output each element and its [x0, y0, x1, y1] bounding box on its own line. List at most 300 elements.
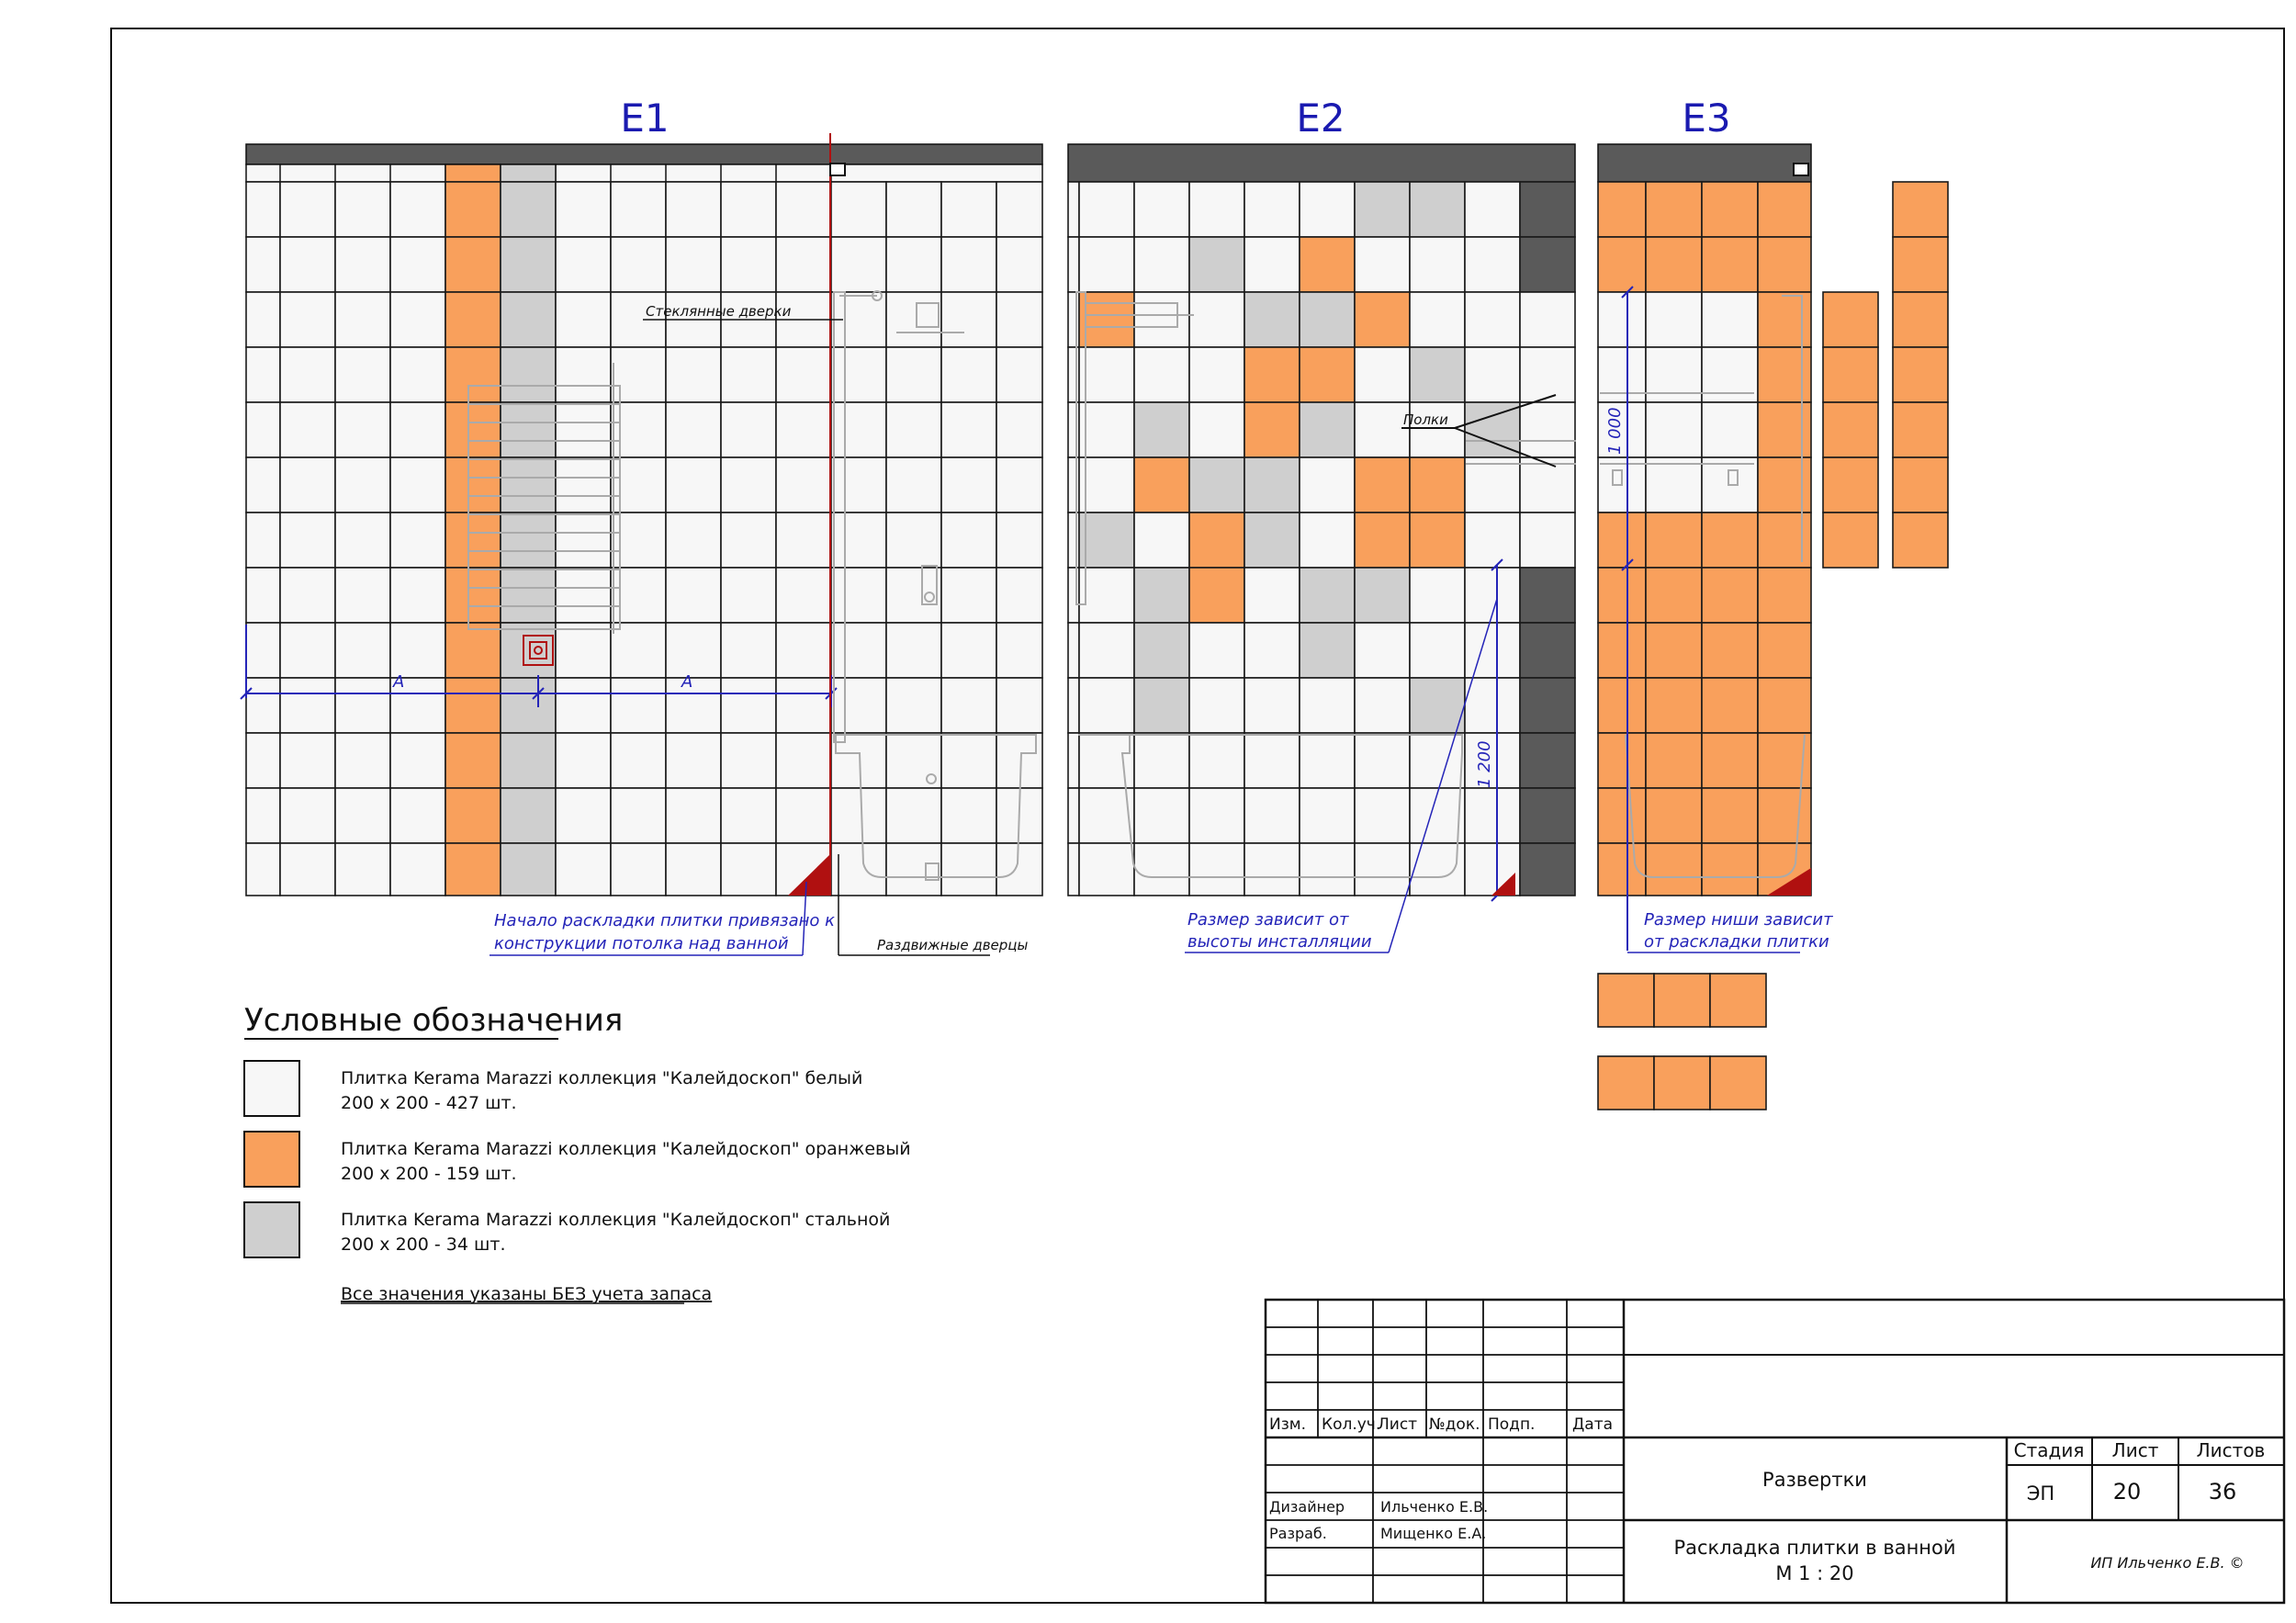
sliding-doors-label: Раздвижные дверцы — [877, 937, 1029, 953]
e2-tile — [1134, 402, 1189, 457]
e1-tile — [501, 457, 556, 513]
e1-tile — [390, 457, 445, 513]
e1-tile — [335, 623, 390, 678]
legend-item-white-line1: Плитка Kerama Marazzi коллекция "Калейдоскоп" белый — [341, 1068, 863, 1088]
elevation-e3-label: E3 — [1682, 96, 1731, 141]
e1-tile — [831, 402, 886, 457]
e2-tile — [1189, 402, 1244, 457]
e2-tile — [1079, 237, 1134, 292]
e2-tile — [1355, 788, 1410, 843]
e2-tile — [1189, 623, 1244, 678]
e1-tile — [390, 237, 445, 292]
tb-role-designer: Дизайнер — [1269, 1498, 1345, 1516]
elevation-e1-label: E1 — [620, 96, 670, 141]
e1-tile — [501, 347, 556, 402]
e2-tile — [1410, 678, 1465, 733]
e1-tile — [445, 623, 501, 678]
e1-tile — [886, 623, 941, 678]
niche-note-line1: Размер ниши зависит — [1644, 910, 1833, 930]
e1-tile — [335, 788, 390, 843]
e1-tile — [611, 733, 666, 788]
e2-tile — [1300, 678, 1355, 733]
e1-tile — [721, 347, 776, 402]
e1-tile — [611, 843, 666, 896]
tb-stage-label: Стадия — [2013, 1439, 2085, 1461]
e2-tile — [1355, 623, 1410, 678]
e2-tile — [1300, 843, 1355, 896]
niche-strip-tile — [1710, 974, 1766, 1027]
e1-tile — [246, 733, 280, 788]
e1-tile — [335, 568, 390, 623]
e1-tile — [501, 292, 556, 347]
e1-tile — [390, 292, 445, 347]
e1-tile — [666, 182, 721, 237]
e2-tile — [1410, 182, 1465, 237]
e2-tile — [1189, 182, 1244, 237]
e1-tile — [666, 843, 721, 896]
e1-tile — [501, 733, 556, 788]
e2-tile — [1189, 568, 1244, 623]
e2-tile — [1520, 237, 1575, 292]
e1-tile — [556, 843, 611, 896]
e1-tile — [246, 568, 280, 623]
legend-item-steel-line1: Плитка Kerama Marazzi коллекция "Калейдоскоп" стальной — [341, 1210, 891, 1230]
hatch-marker — [830, 163, 845, 175]
e3-tile — [1758, 568, 1811, 623]
e3-tile — [1646, 843, 1702, 896]
e1-tile — [776, 733, 831, 788]
e2-tile — [1244, 678, 1300, 733]
e2-tile — [1244, 237, 1300, 292]
niche-strip-tile — [1823, 292, 1878, 347]
e1-tile — [886, 788, 941, 843]
e2-tile — [1068, 457, 1079, 513]
e1-tile — [941, 402, 996, 457]
e2-tile — [1079, 402, 1134, 457]
e2-tile — [1079, 347, 1134, 402]
e1-tile — [996, 182, 1042, 237]
e1-tile — [390, 402, 445, 457]
e1-tile — [941, 733, 996, 788]
e1-tile — [445, 568, 501, 623]
e2-tile — [1300, 568, 1355, 623]
e1-tile — [390, 182, 445, 237]
e2-tile — [1355, 347, 1410, 402]
e1-tile — [556, 347, 611, 402]
e1-tile — [280, 237, 335, 292]
e1-tile — [996, 457, 1042, 513]
e2-tile — [1134, 623, 1189, 678]
e2-tile — [1068, 182, 1079, 237]
e1-tile — [831, 843, 886, 896]
e1-tile — [556, 513, 611, 568]
tb-sheets-label: Листов — [2196, 1439, 2266, 1461]
e2-tile — [1410, 623, 1465, 678]
e1-tile — [721, 513, 776, 568]
e1-tile — [246, 292, 280, 347]
e1-tile — [996, 237, 1042, 292]
e1-tile — [666, 513, 721, 568]
install-note-line1: Размер зависит от — [1187, 910, 1349, 930]
start-note-line1: Начало раскладки плитки привязано к — [494, 911, 836, 930]
e1-tile — [246, 182, 280, 237]
e2-tile — [1355, 182, 1410, 237]
e3-tile — [1646, 182, 1702, 237]
e1-tile — [390, 788, 445, 843]
e1-tile — [246, 513, 280, 568]
e2-tile — [1134, 182, 1189, 237]
e2-tile — [1355, 733, 1410, 788]
niche-strip-tile — [1654, 1056, 1710, 1110]
e1-tile — [996, 623, 1042, 678]
e3-tile — [1598, 733, 1646, 788]
tb-role-developer: Разраб. — [1269, 1525, 1327, 1542]
e3-tile — [1598, 292, 1646, 347]
e1-tile — [246, 843, 280, 896]
e1-tile — [941, 678, 996, 733]
e2-tile — [1068, 347, 1079, 402]
e2-tile — [1079, 457, 1134, 513]
e3-tile — [1702, 182, 1758, 237]
e1-tile — [611, 182, 666, 237]
e1-tile — [776, 237, 831, 292]
e3-tile — [1702, 788, 1758, 843]
e1-tile — [335, 292, 390, 347]
e2-tile — [1465, 513, 1520, 568]
e2-tile — [1410, 513, 1465, 568]
e1-tile — [721, 843, 776, 896]
e1-tile — [335, 457, 390, 513]
e1-tile — [666, 457, 721, 513]
e1-tile — [776, 182, 831, 237]
e3-tile — [1702, 733, 1758, 788]
e1-tile — [886, 347, 941, 402]
e3-tile — [1702, 678, 1758, 733]
legend-footnote: Все значения указаны БЕЗ учета запаса — [341, 1284, 713, 1304]
dimension-a-right-label: A — [681, 672, 693, 692]
tb-scale: М 1 : 20 — [1775, 1562, 1854, 1584]
e2-tile — [1410, 402, 1465, 457]
e2-tile — [1189, 513, 1244, 568]
e1-tile — [886, 182, 941, 237]
e1-tile — [996, 843, 1042, 896]
e2-tile — [1189, 457, 1244, 513]
e2-tile — [1189, 733, 1244, 788]
e1-tile — [335, 733, 390, 788]
e1-tile — [666, 237, 721, 292]
e2-tile — [1134, 733, 1189, 788]
e1-tile — [776, 347, 831, 402]
e3-tile — [1702, 623, 1758, 678]
e2-tile — [1079, 733, 1134, 788]
e1-tile — [280, 182, 335, 237]
e2-tile — [1300, 292, 1355, 347]
e1-tile — [445, 678, 501, 733]
e1-tile — [556, 623, 611, 678]
e2-tile — [1520, 623, 1575, 678]
e1-top-strip — [246, 164, 1042, 182]
e1-tile — [996, 678, 1042, 733]
e1-tile — [886, 843, 941, 896]
e2-tile — [1068, 788, 1079, 843]
e2-tile — [1465, 678, 1520, 733]
elevation-e3 — [1598, 144, 1811, 896]
e1-tile — [941, 513, 996, 568]
shelves-label: Полки — [1403, 411, 1448, 428]
e2-tile — [1134, 347, 1189, 402]
e1-tile — [246, 237, 280, 292]
e1-tile — [831, 237, 886, 292]
elevation-e1 — [246, 144, 1042, 896]
e1-tile — [721, 788, 776, 843]
e1-tile — [721, 457, 776, 513]
e2-ceiling — [1068, 144, 1575, 182]
e2-tile — [1189, 237, 1244, 292]
e1-tile — [666, 733, 721, 788]
dimension-1000-label: 1 000 — [1605, 407, 1625, 455]
e2-tile — [1520, 843, 1575, 896]
e3-tile — [1758, 457, 1811, 513]
e1-tile — [280, 568, 335, 623]
e2-tile — [1520, 513, 1575, 568]
e2-tile — [1300, 623, 1355, 678]
e2-tile — [1068, 237, 1079, 292]
e1-tile — [445, 292, 501, 347]
e1-tile — [776, 513, 831, 568]
e2-tile — [1520, 402, 1575, 457]
e2-tile — [1410, 733, 1465, 788]
e1-tile — [335, 678, 390, 733]
tb-drawing-title: Раскладка плитки в ванной — [1673, 1537, 1956, 1559]
e3-tile — [1598, 182, 1646, 237]
e3-tile — [1758, 182, 1811, 237]
e1-tile — [941, 623, 996, 678]
e1-tile — [611, 678, 666, 733]
e1-tile — [556, 733, 611, 788]
e2-tile — [1300, 788, 1355, 843]
e2-tile — [1068, 843, 1079, 896]
e2-tile — [1189, 678, 1244, 733]
e2-tile — [1300, 513, 1355, 568]
e2-tile — [1244, 733, 1300, 788]
e2-tile — [1134, 513, 1189, 568]
e1-tile — [831, 568, 886, 623]
e3-tile — [1598, 843, 1646, 896]
e3-tile — [1646, 457, 1702, 513]
niche-strip-tile — [1893, 347, 1948, 402]
e1-tile — [611, 788, 666, 843]
tb-sheets-value: 36 — [2208, 1479, 2237, 1505]
e1-tile — [941, 568, 996, 623]
e1-tile — [776, 678, 831, 733]
e1-tile — [390, 568, 445, 623]
e2-tile — [1520, 182, 1575, 237]
e2-tile — [1410, 568, 1465, 623]
e2-tile — [1068, 568, 1079, 623]
tb-header-izm: Изм. — [1269, 1415, 1306, 1434]
legend-item-white-line2: 200 x 200 - 427 шт. — [341, 1093, 517, 1113]
e1-tile — [831, 457, 886, 513]
e2-tile — [1079, 182, 1134, 237]
e2-tile — [1244, 623, 1300, 678]
e2-tile — [1355, 237, 1410, 292]
glass-doors-label: Стеклянные дверки — [646, 303, 792, 320]
e1-tile — [886, 678, 941, 733]
e1-tile — [335, 237, 390, 292]
e1-tile — [666, 568, 721, 623]
e1-tile — [721, 733, 776, 788]
e1-tile — [556, 457, 611, 513]
tb-stage-value: ЭП — [2026, 1482, 2055, 1505]
elevation-e2-label: E2 — [1296, 96, 1345, 141]
niche-strip-tile — [1823, 402, 1878, 457]
e1-tile — [831, 788, 886, 843]
install-note-line2: высоты инсталляции — [1187, 932, 1372, 952]
e3-tile — [1646, 513, 1702, 568]
e1-tile — [501, 237, 556, 292]
e2-tile — [1244, 513, 1300, 568]
e1-tile — [666, 347, 721, 402]
e1-tile — [996, 513, 1042, 568]
e1-tile — [445, 843, 501, 896]
e1-tile — [666, 788, 721, 843]
e2-tile — [1520, 347, 1575, 402]
e2-tile — [1134, 843, 1189, 896]
e2-tile — [1068, 513, 1079, 568]
e1-tile — [941, 292, 996, 347]
e2-tile — [1134, 237, 1189, 292]
e1-tile — [280, 678, 335, 733]
niche-strip-tile — [1893, 513, 1948, 568]
e3-tile — [1702, 843, 1758, 896]
e3-tile — [1702, 402, 1758, 457]
e1-tile — [445, 457, 501, 513]
e1-tile — [445, 513, 501, 568]
e1-tile — [831, 678, 886, 733]
e2-tile — [1134, 568, 1189, 623]
tb-header-kol: Кол.уч. — [1322, 1415, 1381, 1434]
e2-tile — [1079, 623, 1134, 678]
niche-strip-tile — [1823, 347, 1878, 402]
e1-tile — [666, 402, 721, 457]
e2-tile — [1465, 623, 1520, 678]
e1-tile — [721, 678, 776, 733]
tb-sheet-value: 20 — [2112, 1479, 2142, 1505]
e3-tile — [1702, 292, 1758, 347]
e2-tile — [1189, 788, 1244, 843]
e1-tile — [246, 347, 280, 402]
e1-tile — [666, 623, 721, 678]
e3-tile — [1646, 788, 1702, 843]
e3-tile — [1646, 623, 1702, 678]
e2-tile — [1465, 182, 1520, 237]
e1-tile — [501, 402, 556, 457]
e2-tile — [1300, 182, 1355, 237]
e1-ceiling — [246, 144, 1042, 164]
e2-tile — [1355, 843, 1410, 896]
e1-tile — [280, 292, 335, 347]
e1-tile — [335, 347, 390, 402]
e2-tile — [1355, 402, 1410, 457]
niche-note-line2: от раскладки плитки — [1644, 932, 1829, 952]
e1-tile — [280, 788, 335, 843]
e1-tile — [556, 402, 611, 457]
e1-tile — [666, 678, 721, 733]
niche-strip-tile — [1823, 513, 1878, 568]
e2-tile — [1244, 182, 1300, 237]
tb-header-ndok: №док. — [1429, 1415, 1480, 1434]
e1-tile — [721, 182, 776, 237]
e2-tile — [1134, 292, 1189, 347]
e1-tile — [390, 733, 445, 788]
e1-tile — [721, 623, 776, 678]
tb-company: ИП Ильченко Е.В. © — [2090, 1554, 2245, 1572]
e1-tile — [390, 843, 445, 896]
e3-tile — [1702, 568, 1758, 623]
e1-tile — [280, 402, 335, 457]
e2-tile — [1300, 402, 1355, 457]
e1-tile — [335, 513, 390, 568]
e1-tile — [886, 292, 941, 347]
e2-tile — [1520, 788, 1575, 843]
e3-tile — [1598, 237, 1646, 292]
e2-tile — [1465, 347, 1520, 402]
e3-tile — [1758, 788, 1811, 843]
tb-name-developer: Мищенко Е.А. — [1380, 1525, 1487, 1542]
e2-tile — [1520, 292, 1575, 347]
e3-tile — [1598, 513, 1646, 568]
e1-tile — [280, 457, 335, 513]
legend-item-orange-line2: 200 x 200 - 159 шт. — [341, 1164, 517, 1184]
e1-tile — [246, 623, 280, 678]
e1-tile — [996, 292, 1042, 347]
e1-tile — [611, 237, 666, 292]
e1-tile — [445, 347, 501, 402]
e1-tile — [246, 678, 280, 733]
e1-tile — [556, 678, 611, 733]
e1-tile — [246, 402, 280, 457]
e2-tile — [1520, 733, 1575, 788]
e1-tile — [996, 347, 1042, 402]
e1-tile — [886, 513, 941, 568]
e3-tile — [1598, 623, 1646, 678]
e1-tile — [501, 568, 556, 623]
e2-tile — [1300, 237, 1355, 292]
e2-tile — [1465, 457, 1520, 513]
e2-tile — [1079, 568, 1134, 623]
tb-name-designer: Ильченко Е.В. — [1380, 1498, 1489, 1516]
e1-tile — [246, 788, 280, 843]
e1-tile — [445, 788, 501, 843]
e3-hatch-marker — [1794, 163, 1808, 175]
e2-tile — [1355, 678, 1410, 733]
e2-tile — [1068, 678, 1079, 733]
dimension-1200-label: 1 200 — [1475, 740, 1494, 788]
e3-tile — [1758, 623, 1811, 678]
e1-tile — [556, 237, 611, 292]
e1-tile — [941, 182, 996, 237]
e2-tile — [1355, 292, 1410, 347]
e1-tile — [556, 182, 611, 237]
niche-strip-tile — [1823, 457, 1878, 513]
e1-tile — [501, 513, 556, 568]
e2-tile — [1134, 788, 1189, 843]
e1-tile — [246, 457, 280, 513]
e1-tile — [390, 347, 445, 402]
e2-tile — [1410, 292, 1465, 347]
e1-tile — [445, 182, 501, 237]
e3-tile — [1646, 568, 1702, 623]
